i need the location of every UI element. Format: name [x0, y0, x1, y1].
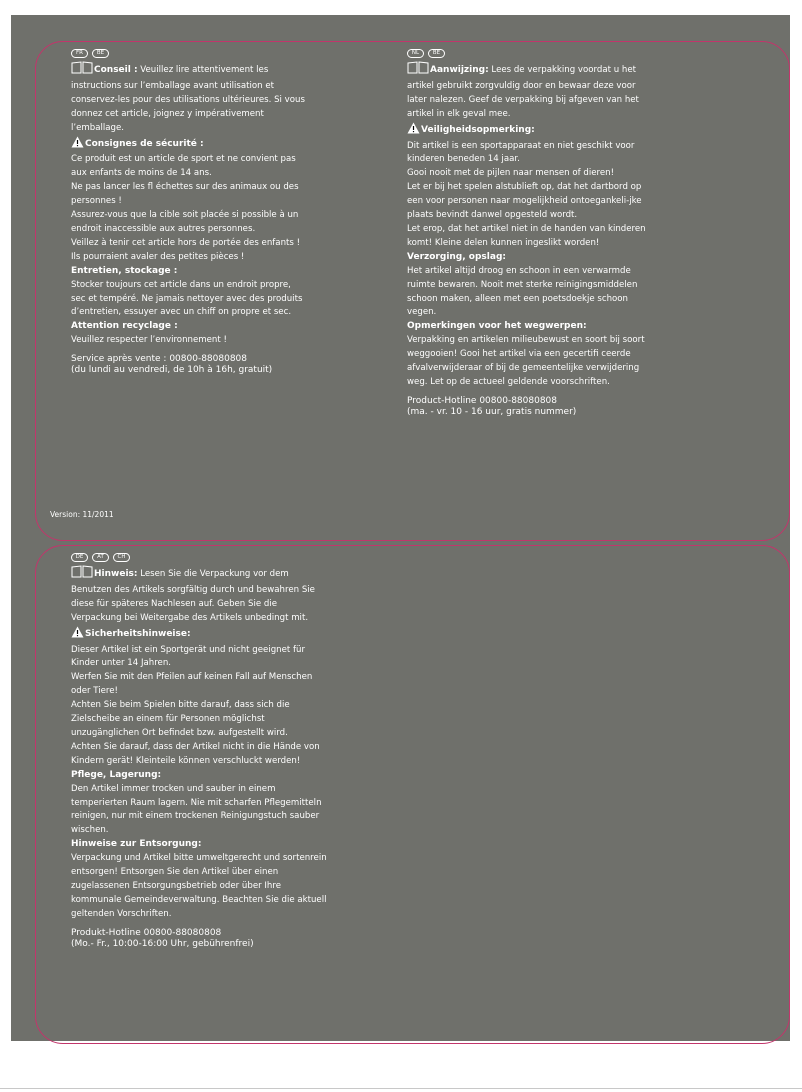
country-badge-be: BE [428, 49, 445, 58]
hotline-hours: (ma. - vr. 10 - 16 uur, gratis nummer) [407, 406, 577, 417]
hotline [407, 396, 651, 418]
country-flags [71, 49, 307, 58]
safety-heading: Sicherheitshinweise: [85, 628, 191, 639]
tip-heading: Hinweis: [94, 569, 138, 579]
recycle-text: Veuillez respecter l’environnement ! [71, 335, 227, 346]
book-icon [407, 61, 429, 80]
hotline-number: Produkt-Hotline 00800-88080808 [71, 927, 222, 938]
german-section [71, 553, 329, 950]
safety-line: Let erop, dat het artikel niet in de handen van kinderen komt! Kleine delen kunnen ingeslikt worden! [407, 223, 646, 248]
book-icon [71, 61, 93, 80]
hotline [71, 928, 329, 950]
care-text: Den Artikel immer trocken und sauber in einem temperierten Raum lagern. Nie mit scharfen Pflegemitteln reinigen, nur mit einem trockenen Reinigungstuch sauber wischen. [71, 783, 322, 836]
country-badge-de: DE [71, 553, 88, 562]
book-icon [71, 565, 93, 584]
recycle-heading: Hinweise zur Entsorgung: [71, 839, 202, 850]
safety-line: Achten Sie beim Spielen bitte darauf, dass sich die Zielscheibe an einem für Personen möglichst unzugänglichen Ort befindet bzw. aufgestellt wird. [71, 700, 290, 738]
safety-line: Dit artikel is een sportapparaat en niet geschikt voor kinderen beneden 14 jaar. [407, 140, 635, 165]
safety-heading: Consignes de sécurité : [85, 138, 204, 149]
tip-heading: Aanwijzing: [430, 65, 489, 75]
tip-heading: Conseil : [94, 65, 138, 75]
safety-line: Ne pas lancer les fl échettes sur des animaux ou des personnes ! [71, 182, 299, 207]
warning-icon [71, 626, 84, 644]
tip-paragraph [407, 61, 651, 122]
recycle-text: Verpackung und Artikel bitte umweltgerecht und sortenrein entsorgen! Entsorgen Sie den Artikel über einen zugelassenen Entsorgungsbetrieb oder über Ihre kommunale Gemeindeverwaltung. Beachten Sie die aktuell geltenden Vorschriften. [71, 853, 327, 919]
safety-line: Achten Sie darauf, dass der Artikel nicht in die Hände von Kindern gerät! Kleinteile können verschluckt werden! [71, 741, 320, 766]
country-flags [71, 553, 329, 562]
hotline-number: Product-Hotline 00800-88080808 [407, 395, 558, 406]
safety-line: Werfen Sie mit den Pfeilen auf keinen Fall auf Menschen oder Tiere! [71, 672, 313, 697]
tip-text: Veuillez lire attentivement les instructions sur l’emballage avant utilisation et conservez-les pour des utilisations ultérieures. Si vous donnez cet article, joignez y impérativement l’emballage. [71, 65, 305, 133]
hotline-hours: (du lundi au vendredi, de 10h à 16h, gratuit) [71, 365, 273, 376]
safety-line: Assurez-vous que la cible soit placée si possible à un endroit inaccessible aux autres personnes. [71, 210, 299, 234]
recycle-heading: Opmerkingen voor het wegwerpen: [407, 321, 587, 332]
warning-icon [407, 122, 420, 140]
dutch-section [407, 49, 651, 418]
care-heading: Pflege, Lagerung: [71, 769, 162, 780]
safety-line: Veillez à tenir cet article hors de portée des enfants ! Ils pourraient avaler des petites pièces ! [71, 237, 301, 262]
warning-icon [71, 136, 84, 154]
safety-line: Gooi nooit met de pijlen naar mensen of dieren! [407, 168, 615, 179]
hotline-hours: (Mo.- Fr., 10:00-16:00 Uhr, gebührenfrei) [71, 938, 254, 949]
hotline-number: Service après vente : 00800-88080808 [71, 354, 248, 365]
care-text: Het artikel altijd droog en schoon in een verwarmde ruimte bewaren. Nooit met sterke reinigingsmiddelen schoon maken, alleen met een poetsdoekje schoon vegen. [407, 265, 638, 318]
safety-heading: Veiligheidsopmerking: [421, 124, 535, 135]
version-label: Version: 11/2011 [50, 510, 114, 519]
country-badge-ch: CH [113, 553, 130, 562]
hotline [71, 354, 307, 376]
safety-heading-row [407, 122, 651, 140]
recycle-heading: Attention recyclage : [71, 321, 178, 332]
country-badge-at: AT [92, 553, 109, 562]
tip-paragraph [71, 61, 307, 136]
safety-line: Let er bij het spelen alstublieft op, dat het dartbord op een voor personen naar mogelijkheid ontoegankeli-jke plaats bevindt danwel opgesteld wordt. [407, 182, 642, 221]
safety-heading-row [71, 136, 307, 154]
recycle-text: Verpakking en artikelen milieubewust en soort bij soort weggooien! Gooi het artikel via een gecertifi ceerde afvalverwijderaar of bij de gemeentelijke verwijdering weg. Let op de actueel geldende voorschriften. [407, 335, 645, 387]
care-heading: Entretien, stockage : [71, 265, 178, 276]
safety-line: Dieser Artikel ist ein Sportgerät und nicht geeignet für Kinder unter 14 Jahren. [71, 644, 305, 669]
care-text: Stocker toujours cet article dans un endroit propre, sec et tempéré. Ne jamais nettoyer avec des produits d’entretien, essuyer avec un chiff on propre et sec. [71, 279, 303, 318]
country-badge-nl: NL [407, 49, 424, 58]
page-bottom-divider [0, 1088, 802, 1089]
country-badge-be: BE [92, 49, 109, 58]
tip-text: Lesen Sie die Verpackung vor dem Benutzen des Artikels sorgfältig durch und bewahren Sie diese für späteres Nachlesen auf. Geben Sie die Verpackung bei Weitergabe des Artikels unbedingt mit. [71, 569, 315, 623]
country-flags [407, 49, 651, 58]
care-heading: Verzorging, opslag: [407, 251, 506, 262]
tip-text: Lees de verpakking voordat u het artikel gebruikt zorgvuldig door en bewaar deze voor later nalezen. Geef de verpakking bij afgeven van het artikel in elk geval mee. [407, 65, 639, 119]
safety-line: Ce produit est un article de sport et ne convient pas aux enfants de moins de 14 ans. [71, 154, 296, 179]
country-badge-fr: FR [71, 49, 88, 58]
tip-paragraph [71, 565, 329, 626]
safety-heading-row [71, 626, 329, 644]
french-section [71, 49, 307, 376]
